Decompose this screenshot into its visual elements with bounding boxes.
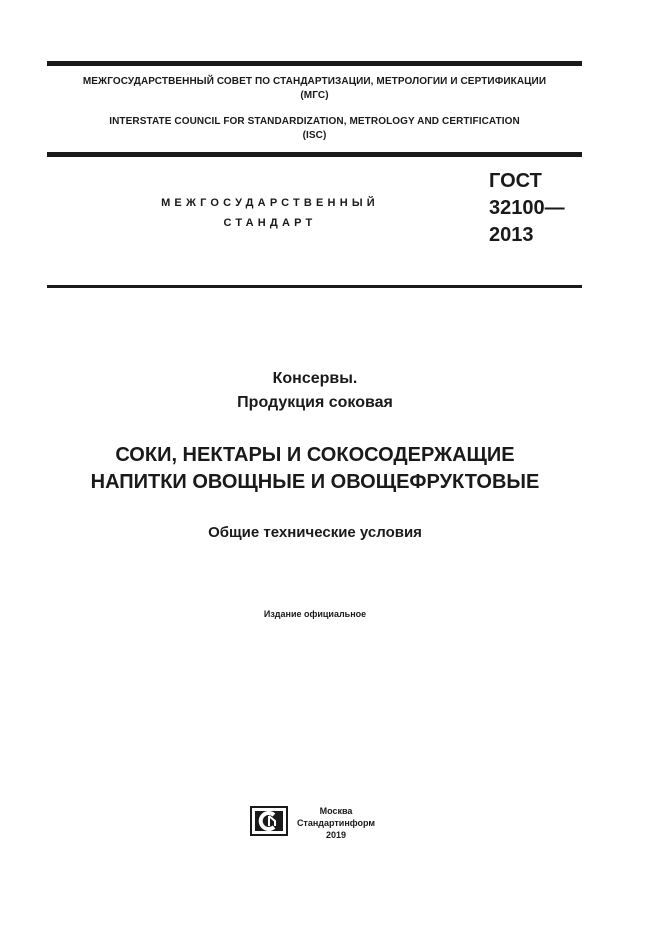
subject-line2: Продукция соковая bbox=[237, 394, 393, 411]
publisher-city: Москва bbox=[319, 806, 353, 816]
main-title-line2: НАПИТКИ ОВОЩНЫЕ И ОВОЩЕФРУКТОВЫЕ bbox=[90, 471, 540, 493]
gost-designation bbox=[489, 168, 565, 249]
publisher-year: 2019 bbox=[325, 830, 347, 840]
edition-note: Издание официальное bbox=[263, 609, 367, 619]
main-title bbox=[30, 442, 600, 496]
council-ru bbox=[47, 75, 582, 103]
gost-number: 32100— bbox=[489, 197, 565, 219]
gost-prefix: ГОСТ bbox=[489, 170, 542, 192]
bottom-rule bbox=[47, 285, 582, 288]
standard-kind-line1: МЕЖГОСУДАРСТВЕННЫЙ bbox=[161, 197, 379, 209]
publisher-info bbox=[296, 805, 376, 841]
council-en-name: INTERSTATE COUNCIL FOR STANDARDIZATION, METROLOGY AND CERTIFICATION bbox=[109, 116, 520, 127]
middle-rule bbox=[47, 152, 582, 157]
subject-heading bbox=[30, 367, 600, 415]
council-en bbox=[47, 115, 582, 143]
council-ru-abbr: (МГС) bbox=[300, 90, 329, 101]
council-ru-name: МЕЖГОСУДАРСТВЕННЫЙ СОВЕТ ПО СТАНДАРТИЗАЦИИ, МЕТРОЛОГИИ И СЕРТИФИКАЦИИ bbox=[82, 76, 547, 87]
publisher-name: Стандартинформ bbox=[296, 818, 376, 828]
top-rule bbox=[47, 61, 582, 66]
gost-year: 2013 bbox=[489, 224, 534, 246]
council-en-abbr: (ISC) bbox=[302, 130, 327, 141]
main-title-line1: СОКИ, НЕКТАРЫ И СОКОСОДЕРЖАЩИЕ bbox=[115, 444, 515, 466]
standartinform-logo-icon bbox=[250, 806, 288, 836]
subject-line1: Консервы. bbox=[272, 370, 358, 387]
standard-kind bbox=[130, 193, 410, 233]
standard-kind-line2: СТАНДАРТ bbox=[223, 217, 317, 229]
conditions-subtitle: Общие технические условия bbox=[208, 524, 422, 541]
